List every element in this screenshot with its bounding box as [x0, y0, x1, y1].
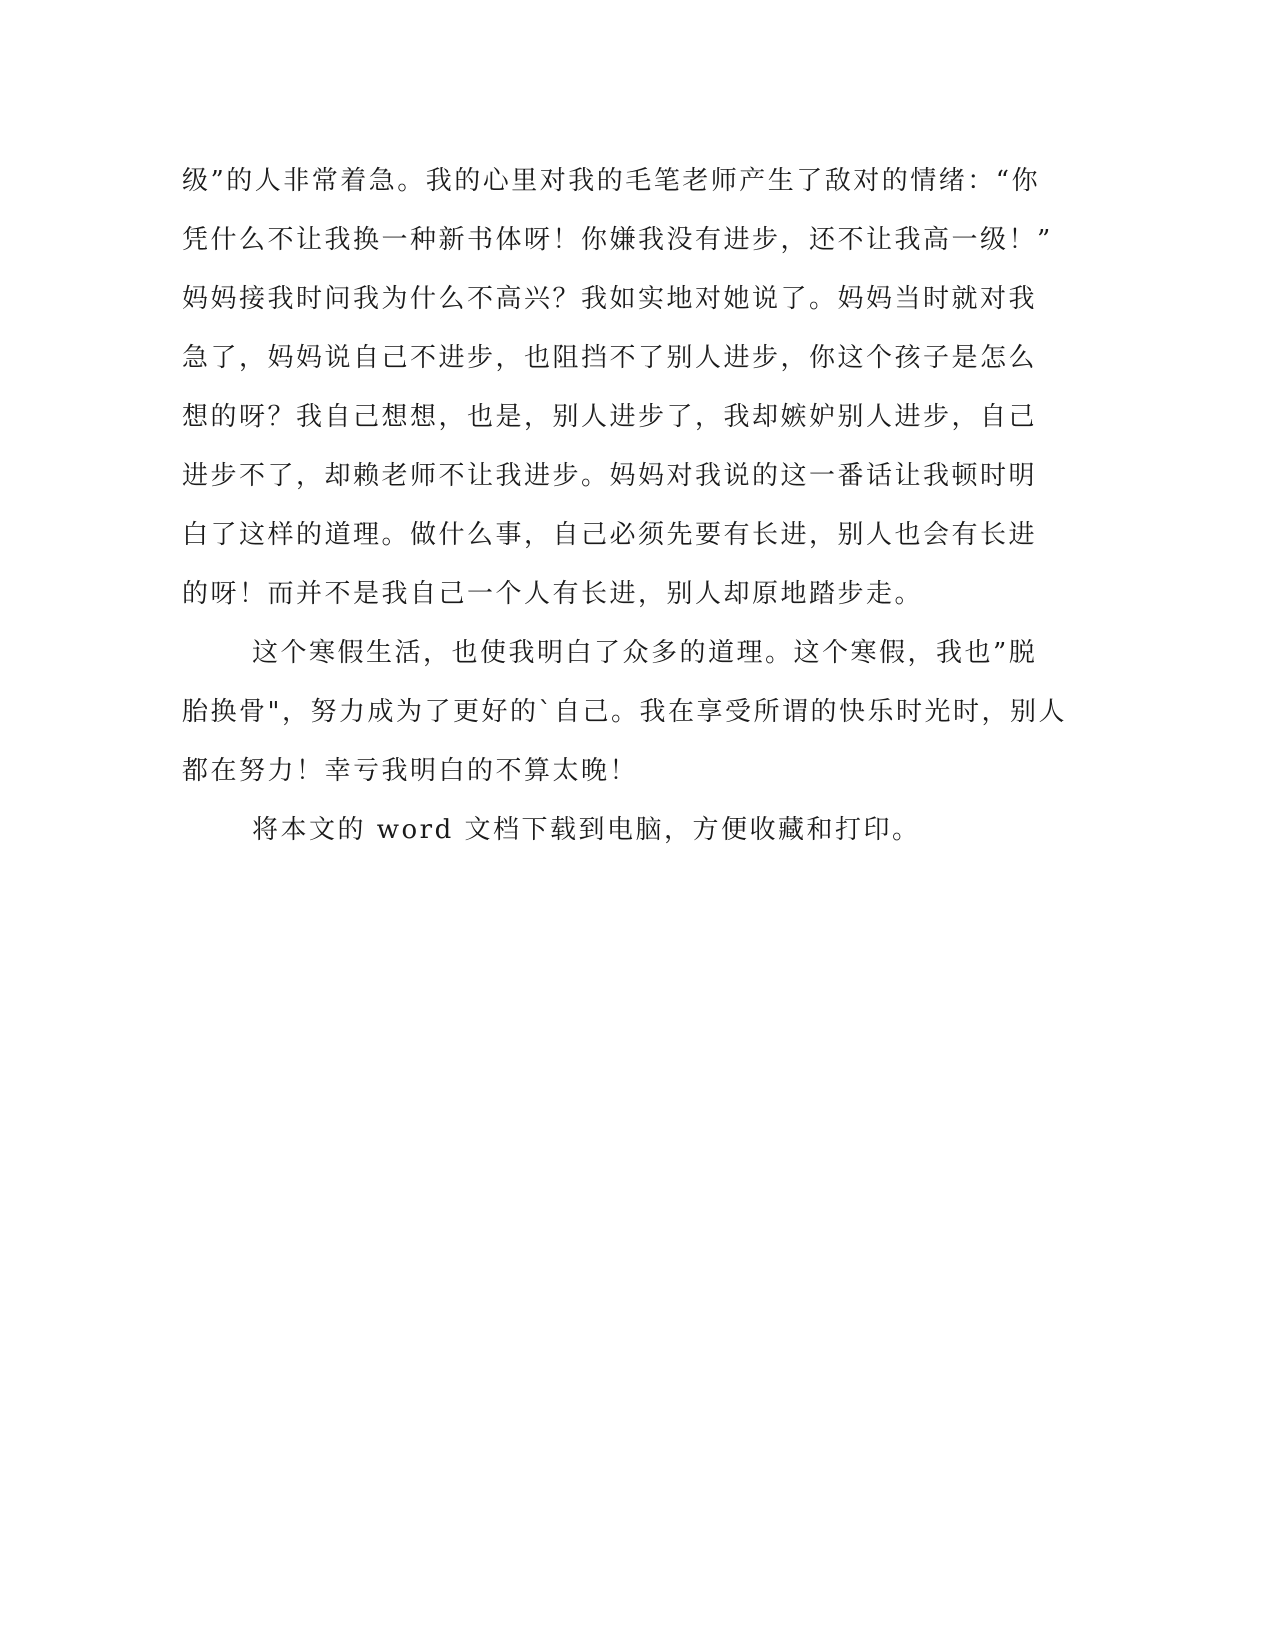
- paragraph-line: 白了这样的道理。做什么事，自己必须先要有长进，别人也会有长进: [182, 520, 1038, 550]
- paragraph-line: 都在努力！幸亏我明白的不算太晚！: [182, 756, 639, 786]
- paragraph-2: [182, 624, 1067, 801]
- paragraph-line: 这个寒假生活，也使我明白了众多的道理。这个寒假，我也”脱: [252, 638, 1038, 668]
- document-body: [182, 152, 1067, 860]
- paragraph-line: 的呀！而并不是我自己一个人有长进，别人却原地踏步走。: [182, 579, 924, 609]
- paragraph-line: 级”的人非常着急。我的心里对我的毛笔老师产生了敌对的情绪：“你: [182, 166, 1041, 196]
- paragraph-line: 急了，妈妈说自己不进步，也阻挡不了别人进步，你这个孩子是怎么: [182, 343, 1038, 373]
- paragraph-line: 进步不了，却赖老师不让我进步。妈妈对我说的这一番话让我顿时明: [182, 461, 1038, 491]
- paragraph-line: 想的呀？我自己想想，也是，别人进步了，我却嫉妒别人进步，自己: [182, 402, 1038, 432]
- paragraph-line: 凭什么不让我换一种新书体呀！你嫌我没有进步，还不让我高一级！”: [182, 225, 1053, 255]
- paragraph-line: 妈妈接我时问我为什么不高兴？我如实地对她说了。妈妈当时就对我: [182, 284, 1038, 314]
- paragraph-3: [182, 801, 1042, 860]
- download-note: 将本文的 word 文档下载到电脑，方便收藏和打印。: [252, 815, 921, 845]
- paragraph-1: [182, 152, 1053, 624]
- paragraph-line: 胎换骨"，努力成为了更好的`自己。我在享受所谓的快乐时光时，别人: [182, 697, 1067, 727]
